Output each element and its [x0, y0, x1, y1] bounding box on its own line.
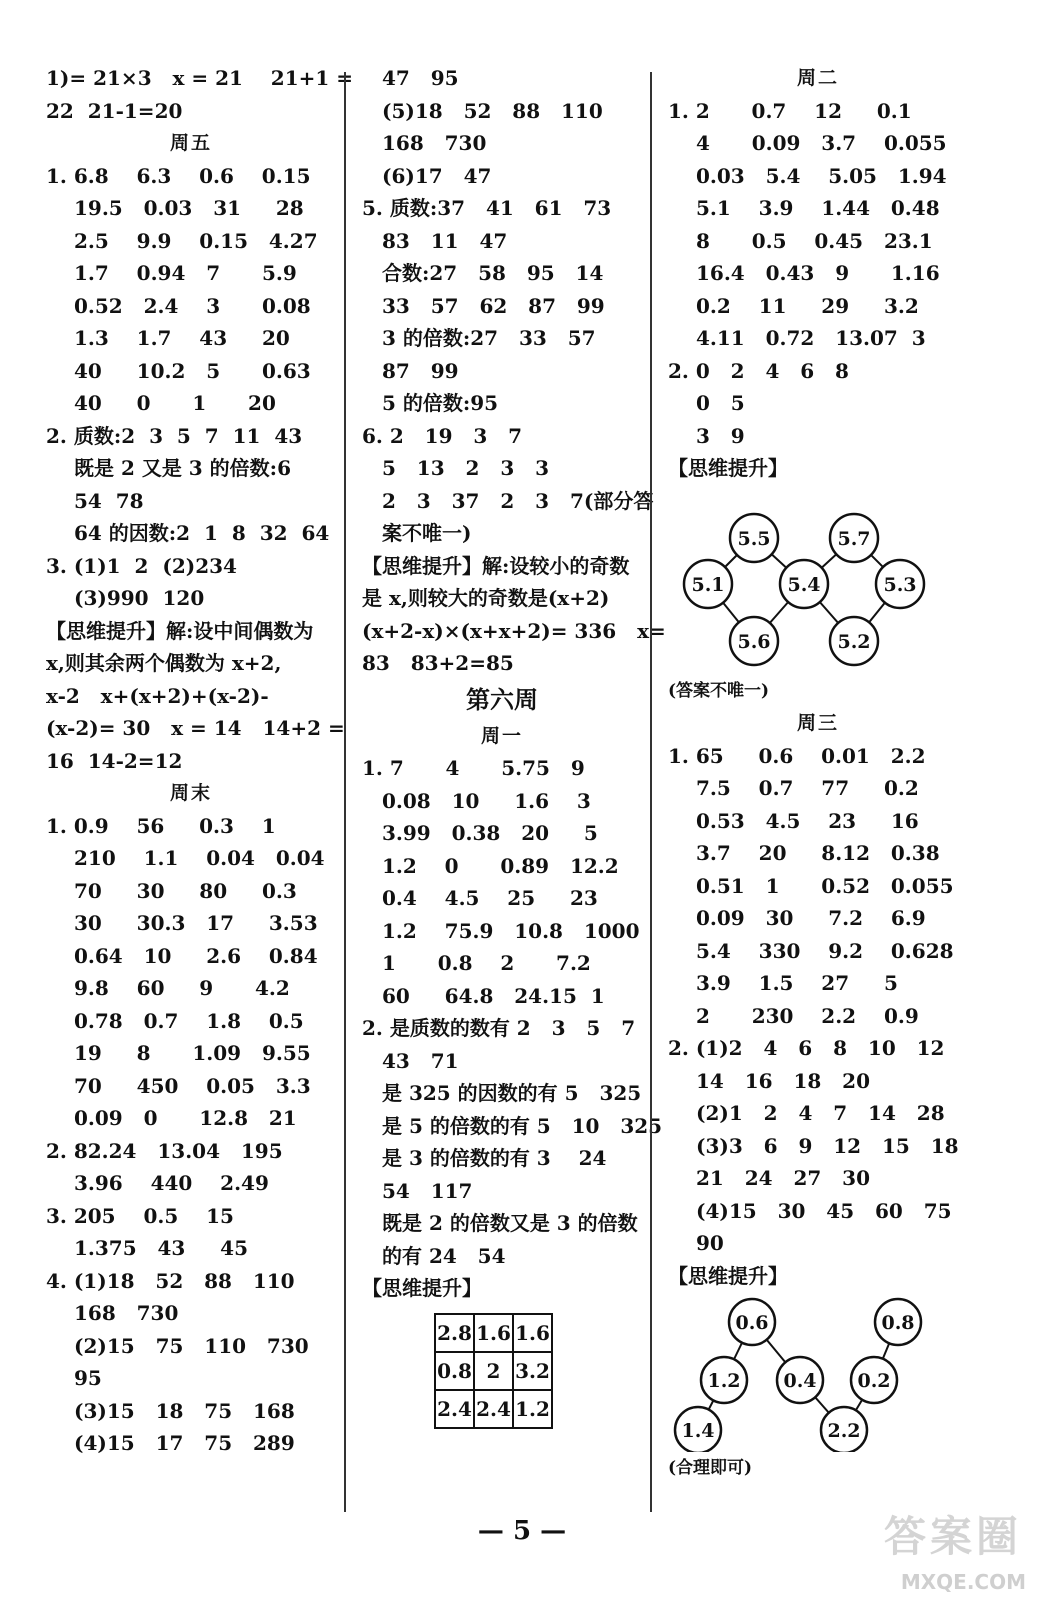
circle-value: 5.2 — [837, 630, 871, 653]
answer-line: 0.4 4.5 25 23 — [382, 886, 598, 910]
answer-line: 30 30.3 17 3.53 — [74, 911, 318, 935]
answer-line: (x+2-x)×(x+x+2)= 336 x= — [362, 618, 666, 643]
circle-value: 0.4 — [783, 1370, 817, 1392]
answer-line: 83 11 47 — [382, 228, 508, 253]
circle-value: 5.3 — [883, 573, 917, 596]
grid-cell: 2.4 — [474, 1390, 513, 1428]
answer-line: 168 730 — [382, 131, 487, 155]
circle-value: 0.6 — [735, 1312, 769, 1334]
section-heading: 周二 — [796, 67, 839, 89]
answer-line: 是 5 的倍数的有 5 10 325 — [382, 1113, 663, 1138]
answer-line: 3.96 440 2.49 — [74, 1171, 269, 1195]
note-answer-not-unique: (答案不唯一) — [668, 680, 770, 701]
watermark-logo: 答案圈 — [883, 1512, 1022, 1561]
answer-line: x-2 x+(x+2)+(x-2)- — [46, 683, 269, 708]
answer-line: 43 71 — [382, 1048, 459, 1073]
answer-line: 【思维提升】解:设较小的奇数 — [362, 553, 630, 578]
answer-line: 19.5 0.03 31 28 — [74, 196, 304, 220]
answer-line: 【思维提升】解:设中间偶数为 — [46, 618, 314, 643]
answer-line: 1. 6.8 6.3 0.6 0.15 — [46, 163, 311, 188]
answer-line: 64 的因数:2 1 8 32 64 — [74, 521, 330, 545]
answer-line: 0.09 30 7.2 6.9 — [696, 906, 926, 930]
answer-line: 87 99 — [382, 358, 459, 383]
answer-line: (3)3 6 9 12 15 18 — [696, 1133, 959, 1158]
answer-line: 1 0.8 2 7.2 — [382, 951, 591, 975]
answer-line: 3.9 1.5 27 5 — [696, 971, 898, 995]
answer-line: 0.64 10 2.6 0.84 — [74, 943, 318, 968]
answer-line: 案不唯一) — [382, 521, 472, 545]
answer-line: 5 的倍数:95 — [382, 391, 499, 415]
answer-line: 0.51 1 0.52 0.055 — [696, 873, 954, 898]
answer-line: 47 95 — [382, 66, 459, 90]
section-heading: 周一 — [480, 724, 523, 747]
watermark-url: MXQE.COM — [900, 1570, 1026, 1594]
circle-value: 5.5 — [737, 527, 771, 550]
answer-line: 33 57 62 87 99 — [382, 293, 605, 318]
section-heading: 周五 — [169, 132, 212, 154]
column-divider — [650, 72, 652, 1512]
answer-line: 2. 质数:2 3 5 7 11 43 — [46, 423, 303, 448]
circle-value: 5.4 — [787, 573, 821, 596]
answer-line: 是 3 的倍数的有 3 24 — [382, 1146, 607, 1170]
answer-line: 4 0.09 3.7 0.055 — [696, 131, 947, 155]
answer-line: 【思维提升】 — [362, 1276, 482, 1300]
answer-line: 1. 0.9 56 0.3 1 — [46, 813, 276, 838]
answer-line: 54 78 — [74, 488, 144, 513]
answer-line: 7.5 0.7 77 0.2 — [696, 776, 919, 800]
answer-line: 1.2 75.9 10.8 1000 — [382, 918, 640, 943]
answer-line: (3)15 18 75 168 — [74, 1398, 295, 1423]
answer-line: (6)17 47 — [382, 163, 492, 188]
answer-line: 0.52 2.4 3 0.08 — [74, 293, 311, 318]
answer-line: 0.03 5.4 5.05 1.94 — [696, 163, 947, 188]
answer-line: 9.8 60 9 4.2 — [74, 976, 290, 1000]
circle-value: 1.2 — [707, 1370, 741, 1392]
answer-line: 70 450 0.05 3.3 — [74, 1073, 311, 1098]
circle-value: 1.4 — [681, 1420, 715, 1442]
answer-line: (x-2)= 30 x = 14 14+2 = — [46, 716, 345, 740]
answer-line: 6. 2 19 3 7 — [362, 423, 523, 448]
column-3 — [668, 62, 968, 1485]
answer-line: 19 8 1.09 9.55 — [74, 1041, 311, 1065]
answer-line: 4. (1)18 52 88 110 — [46, 1268, 295, 1293]
answer-line: 16 14-2=12 — [46, 748, 183, 773]
answer-line: 5. 质数:37 41 61 73 — [362, 196, 612, 220]
answer-line: 3 9 — [696, 423, 745, 448]
answer-line: (2)1 2 4 7 14 28 — [696, 1101, 945, 1125]
answer-line: (5)18 52 88 110 — [382, 98, 603, 123]
answer-line: 60 64.8 24.15 1 — [382, 983, 605, 1008]
answer-line: 4.11 0.72 13.07 3 — [696, 326, 926, 350]
answer-line: 210 1.1 0.04 0.04 — [74, 846, 325, 870]
answer-line: 【思维提升】 — [668, 1263, 788, 1288]
answer-line: 0 5 — [696, 391, 745, 415]
answer-line: 3. 205 0.5 15 — [46, 1203, 234, 1228]
grid-cell: 1.2 — [513, 1390, 552, 1428]
circle-value: 2.2 — [827, 1420, 861, 1442]
grid-cell: 1.6 — [474, 1314, 513, 1352]
answer-line: 5.4 330 9.2 0.628 — [696, 938, 954, 963]
answer-line: 3.99 0.38 20 5 — [382, 821, 598, 845]
grid-cell: 3.2 — [513, 1352, 552, 1390]
answer-line: 21 24 27 30 — [696, 1166, 870, 1190]
answer-line: 3 的倍数:27 33 57 — [382, 326, 596, 350]
answer-line: 90 — [696, 1231, 724, 1255]
answer-line: 0.2 11 29 3.2 — [696, 293, 919, 318]
answer-line: 【思维提升】 — [668, 456, 788, 480]
answer-line: 是 x,则较大的奇数是(x+2) — [362, 586, 610, 610]
column-1 — [46, 62, 354, 1460]
grid-cell: 2.8 — [435, 1314, 474, 1352]
answer-line: (4)15 17 75 289 — [74, 1431, 295, 1455]
answer-line: 14 16 18 20 — [696, 1068, 870, 1093]
answer-line: 8 0.5 0.45 23.1 — [696, 228, 933, 253]
answer-line: 既是 2 的倍数又是 3 的倍数 — [382, 1211, 638, 1235]
grid-cell: 1.6 — [513, 1314, 552, 1352]
circle-diagram-1 — [666, 485, 946, 675]
answer-line: 是 325 的因数的有 5 325 — [382, 1081, 642, 1105]
answer-line: 5.1 3.9 1.44 0.48 — [696, 196, 940, 220]
section-heading: 周末 — [169, 782, 212, 804]
answer-line: (3)990 120 — [74, 586, 205, 610]
answer-line: 16.4 0.43 9 1.16 — [696, 261, 940, 285]
answer-line: 1.7 0.94 7 5.9 — [74, 261, 297, 285]
answer-line: 合数:27 58 95 14 — [382, 261, 604, 285]
circle-value: 5.1 — [691, 573, 725, 596]
answer-line: x,则其余两个偶数为 x+2, — [46, 651, 282, 675]
section-heading: 周三 — [796, 712, 839, 734]
answer-line: 70 30 80 0.3 — [74, 878, 297, 903]
week-six-title: 第六周 — [466, 684, 538, 714]
circle-value: 0.2 — [857, 1370, 891, 1392]
column-divider — [344, 72, 346, 1512]
answer-line: (4)15 30 45 60 75 — [696, 1198, 952, 1223]
column-2 — [362, 62, 666, 1429]
answer-line: 168 730 — [74, 1301, 179, 1325]
answer-line: 2. 是质数的数有 2 3 5 7 — [362, 1016, 636, 1040]
answer-line: (2)15 75 110 730 — [74, 1333, 309, 1358]
answer-line: 5 13 2 3 3 — [382, 456, 550, 480]
answer-line: 1)= 21×3 x = 21 21+1 = — [46, 66, 354, 90]
answer-line: 既是 2 又是 3 的倍数:6 — [74, 456, 291, 480]
circle-value: 0.8 — [881, 1312, 915, 1334]
answer-line: 2. 0 2 4 6 8 — [668, 358, 849, 383]
answer-line: 2. 82.24 13.04 195 — [46, 1138, 283, 1163]
circle-value: 5.7 — [837, 527, 871, 550]
answer-line: 2. (1)2 4 6 8 10 12 — [668, 1036, 945, 1060]
answer-line: 1.3 1.7 43 20 — [74, 326, 290, 350]
circle-diagram-2 — [666, 1292, 946, 1452]
answer-line: 22 21-1=20 — [46, 98, 183, 123]
answer-line: 3. (1)1 2 (2)234 — [46, 553, 237, 578]
answer-line: 0.09 0 12.8 21 — [74, 1106, 297, 1130]
answer-line: 40 10.2 5 0.63 — [74, 358, 311, 383]
answer-line: 2 3 37 2 3 7(部分答 — [382, 488, 654, 513]
answer-line: 0.53 4.5 23 16 — [696, 808, 919, 833]
answer-line: 1.375 43 45 — [74, 1236, 248, 1260]
grid-cell: 0.8 — [435, 1352, 474, 1390]
grid-cell: 2.4 — [435, 1390, 474, 1428]
answer-line: 的有 24 54 — [382, 1243, 506, 1268]
answer-line: 2.5 9.9 0.15 4.27 — [74, 228, 318, 253]
magic-square-grid — [434, 1313, 553, 1429]
answer-line: 40 0 1 20 — [74, 391, 276, 415]
answer-line: 95 — [74, 1366, 102, 1390]
circle-value: 5.6 — [737, 630, 771, 653]
answer-line: 1. 2 0.7 12 0.1 — [668, 98, 912, 123]
answer-line: 3.7 20 8.12 0.38 — [696, 841, 940, 865]
answer-line: 83 83+2=85 — [362, 651, 514, 675]
grid-cell: 2 — [474, 1352, 513, 1390]
answer-line: 0.08 10 1.6 3 — [382, 788, 591, 813]
page-number: — 5 — — [477, 1516, 567, 1546]
answer-line: 2 230 2.2 0.9 — [696, 1003, 919, 1028]
answer-line: 54 117 — [382, 1178, 473, 1203]
answer-line: 0.78 0.7 1.8 0.5 — [74, 1008, 304, 1033]
note-reasonable: (合理即可) — [668, 1458, 753, 1478]
answer-line: 1.2 0 0.89 12.2 — [382, 853, 619, 878]
answer-line: 1. 65 0.6 0.01 2.2 — [668, 743, 926, 768]
answer-line: 1. 7 4 5.75 9 — [362, 756, 585, 780]
